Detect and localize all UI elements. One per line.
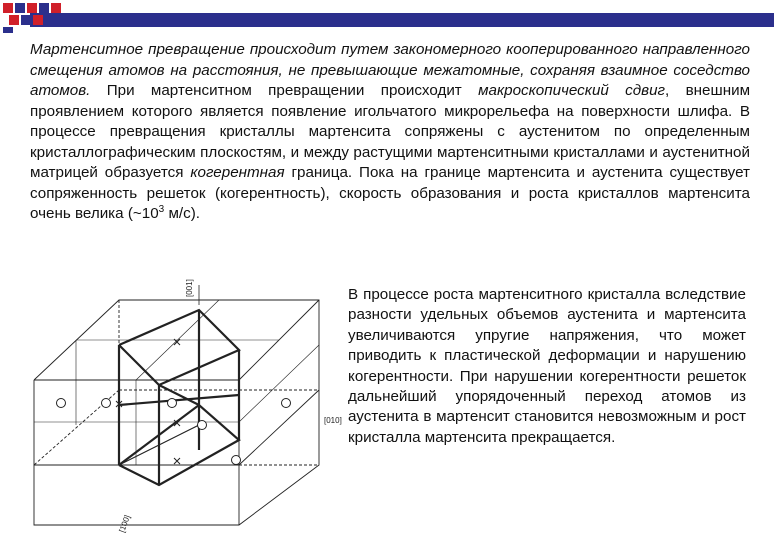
lattice-diagram <box>24 275 354 540</box>
side-paragraph-text: В процессе роста мартенситного кристалла вследствие разности удельных объемов аустенита и мартенсита увеличиваются упругие напряжения, что может приводить к пластической деформации и нарушению когерентности. При нарушении когерентности решеток дальнейший упорядоченный переход атомов из аустенита в мартенсит становится невозможным и рост кристалла мартенсита прекращается. <box>348 286 746 446</box>
text-segment: При мартенситном превращении происходит <box>90 82 479 99</box>
blue-square-icon <box>21 15 31 25</box>
side-paragraph <box>348 285 746 448</box>
red-square-icon <box>3 3 13 13</box>
axis-label-100: [100] <box>117 513 132 534</box>
text-segment: граница. Пока на границе мартенсита и аустенита существует сопряженность решеток (когерентность), скорость образования и роста кристаллов мартенсита очень велика (~10 <box>30 164 751 222</box>
axis-label-010: [010] <box>324 416 342 425</box>
red-square-icon <box>51 3 61 13</box>
italic-term-shear: макроскопический сдвиг <box>478 82 666 99</box>
italic-term-coherent: когерентная <box>190 164 285 181</box>
italic-definition: Мартенситное превращение происходит путем закономерного кооперированного направленного смещения атомов на расстояния, не превышающие межатомные, сохраняя взаимное соседство атомов. <box>30 41 750 99</box>
header-decoration <box>0 0 780 34</box>
axis-label-001: [001] <box>185 279 194 297</box>
superscript-exponent: 3 <box>158 203 165 215</box>
red-square-icon <box>9 15 19 25</box>
accent-bar <box>30 13 774 27</box>
atom-circles <box>57 399 291 465</box>
red-square-icon <box>27 3 37 13</box>
blue-square-icon <box>39 3 49 13</box>
red-square-icon <box>33 15 43 25</box>
main-paragraph <box>30 40 750 225</box>
text-segment: , внешним проявлением которого является появление игольчатого микрорельефа на поверхности шлифа. В процессе превращения кристаллы мартенсита сопряжены с аустенитом по определенным кристаллографическим плоскостям, и между растущими мартенситными кристаллами и аустенитной матрицей образуется <box>30 82 751 181</box>
blue-square-icon <box>3 27 13 33</box>
blue-square-icon <box>15 3 25 13</box>
text-segment: м/с). <box>164 205 200 222</box>
lattice-frame <box>34 300 319 525</box>
